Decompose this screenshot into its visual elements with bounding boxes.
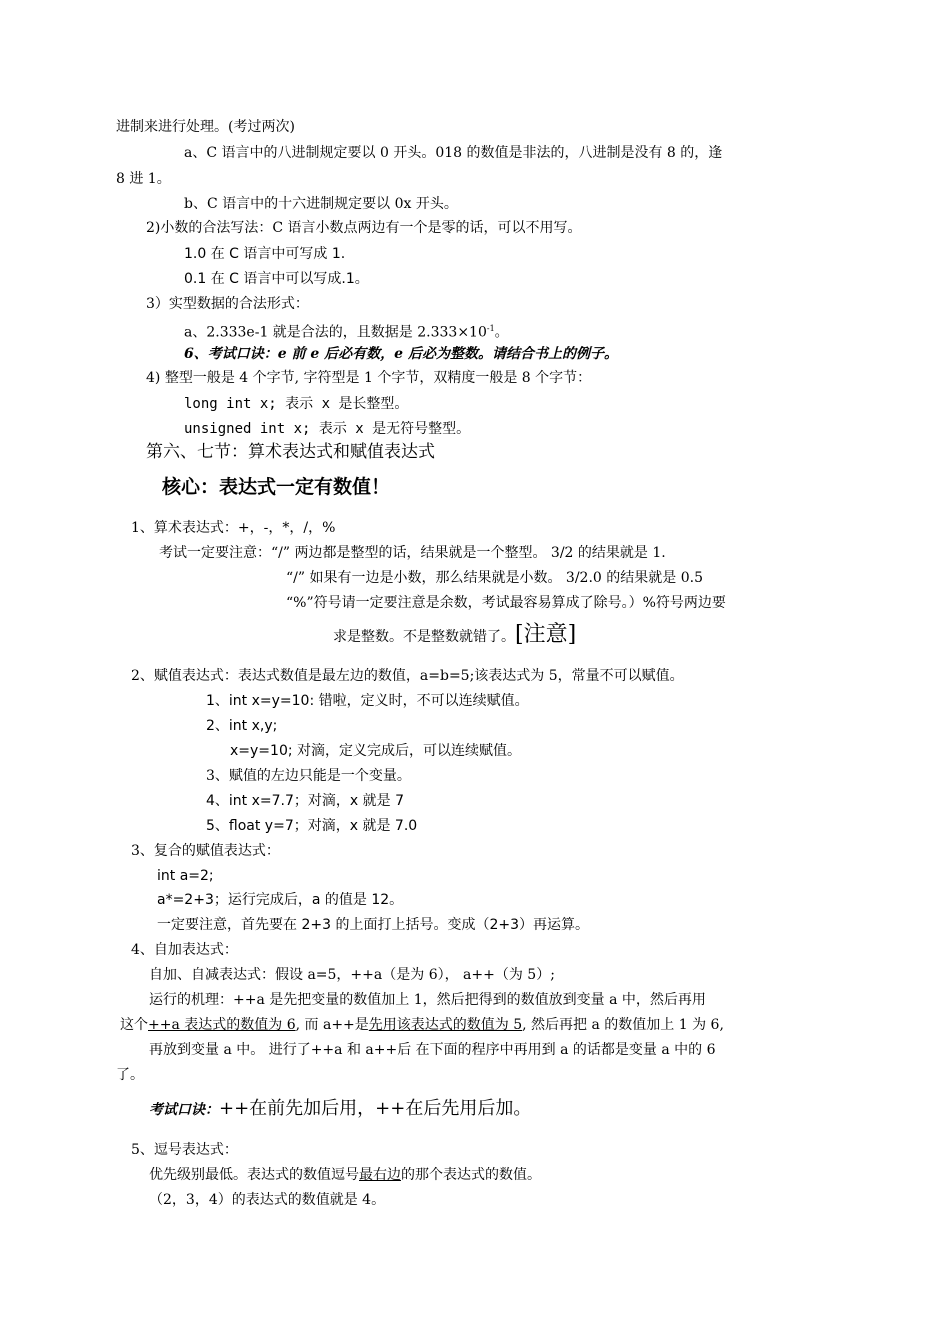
text-span: 。 — [494, 324, 509, 341]
text-span: 的那个表达式的数值。 — [401, 1167, 541, 1183]
superscript: -1 — [486, 324, 495, 333]
text-line: 了。 — [116, 1067, 144, 1083]
underlined-text: 先用该表达式的数值为 5 — [368, 1017, 523, 1033]
text-line — [120, 1016, 724, 1034]
text-line: 4、自加表达式： — [131, 942, 238, 958]
text-line: 一定要注意，首先要在 2+3 的上面打上括号。变成（2+3）再运算。 — [157, 917, 589, 933]
text-span: a、2.333e-1 就是合法的，且数据是 2.333×10 — [184, 324, 487, 341]
underlined-text: ++a 表达式的数值为 6 — [148, 1017, 296, 1033]
text-line — [333, 622, 576, 650]
text-line: 2、int x,y; — [206, 718, 278, 734]
exam-tip-text: ++在前先加后用，++在后先用后加。 — [219, 1098, 532, 1119]
text-line: 2、赋值表达式：表达式数值是最左边的数值，a=b=5;该表达式为 5，常量不可以赋值。 — [131, 668, 684, 684]
text-line: 考试一定要注意：“/” 两边都是整型的话，结果就是一个整型。 3/2 的结果就是 1. — [159, 545, 666, 561]
text-line: 4、int x=7.7；对滴，x 就是 7 — [206, 793, 404, 809]
code-line: unsigned int x; 表示 x 是无符号整型。 — [184, 421, 471, 437]
text-line: 运行的机理：++a 是先把变量的数值加上 1，然后把得到的数值放到变量 a 中，然后再用 — [149, 992, 706, 1008]
text-line: “%”符号请一定要注意是余数，考试最容易算成了除号。）%符号两边要 — [286, 595, 726, 611]
exam-tip-line — [149, 1096, 531, 1123]
text-line: 2)小数的合法写法：C 语言小数点两边有一个是零的话，可以不用写。 — [146, 220, 582, 236]
text-line: 1、算术表达式：+，-，*，/，% — [131, 520, 336, 536]
text-line: a、C 语言中的八进制规定要以 0 开头。018 的数值是非法的，八进制是没有 8 的，逢 — [184, 145, 723, 161]
exam-tip-line: 6、考试口诀：e 前 e 后必有数，e 后必为整数。请结合书上的例子。 — [184, 346, 618, 362]
text-line: 3）实型数据的合法形式： — [146, 296, 309, 312]
text-line: 5、float y=7；对滴，x 就是 7.0 — [206, 818, 418, 834]
exam-tip-label: 考试口诀： — [149, 1102, 219, 1118]
text-line: x=y=10; 对滴，定义完成后，可以连续赋值。 — [230, 743, 522, 759]
text-span: 这个 — [120, 1017, 148, 1033]
text-line: 4) 整型一般是 4 个字节, 字符型是 1 个字节，双精度一般是 8 个字节： — [146, 370, 592, 386]
underlined-text: 最右边 — [359, 1167, 401, 1183]
core-heading: 核心：表达式一定有数值！ — [162, 476, 391, 498]
note-label: [注意] — [515, 622, 577, 647]
text-line: 1、int x=y=10: 错啦，定义时，不可以连续赋值。 — [206, 693, 529, 709]
text-span: 优先级别最低。表达式的数值逗号 — [149, 1167, 359, 1183]
text-line: 0.1 在 C 语言中可以写成.1。 — [184, 271, 369, 287]
code-line: int a=2; — [157, 868, 214, 884]
text-span: 求是整数。不是整数就错了。 — [333, 629, 515, 645]
text-line: “/” 如果有一边是小数，那么结果就是小数。 3/2.0 的结果就是 0.5 — [286, 570, 703, 586]
code-line: long int x; 表示 x 是长整型。 — [184, 396, 409, 412]
text-line: b、C 语言中的十六进制规定要以 0x 开头。 — [184, 196, 458, 212]
text-line: a*=2+3；运行完成后，a 的值是 12。 — [157, 892, 404, 908]
text-span: , 然后再把 a 的数值加上 1 为 6, — [522, 1017, 724, 1033]
text-line: 3、复合的赋值表达式： — [131, 843, 280, 859]
text-line: 1.0 在 C 语言中可写成 1. — [184, 246, 346, 262]
text-line — [149, 1166, 541, 1184]
text-line: 3、赋值的左边只能是一个变量。 — [206, 768, 411, 784]
text-line: 自加、自减表达式：假设 a=5，++a（是为 6）， a++（为 5）; — [149, 967, 555, 983]
text-line: 再放到变量 a 中。 进行了++a 和 a++后 在下面的程序中再用到 a 的话都是变量 a 中的 6 — [149, 1042, 716, 1058]
text-span: , 而 a++是 — [295, 1017, 369, 1033]
text-line: （2，3，4）的表达式的数值就是 4。 — [149, 1192, 386, 1208]
text-line: 8 进 1。 — [116, 171, 171, 187]
text-line: 进制来进行处理。(考过两次) — [116, 119, 295, 135]
section-heading: 第六、七节：算术表达式和赋值表达式 — [146, 442, 435, 462]
text-line — [184, 320, 509, 342]
text-line: 5、逗号表达式： — [131, 1142, 238, 1158]
